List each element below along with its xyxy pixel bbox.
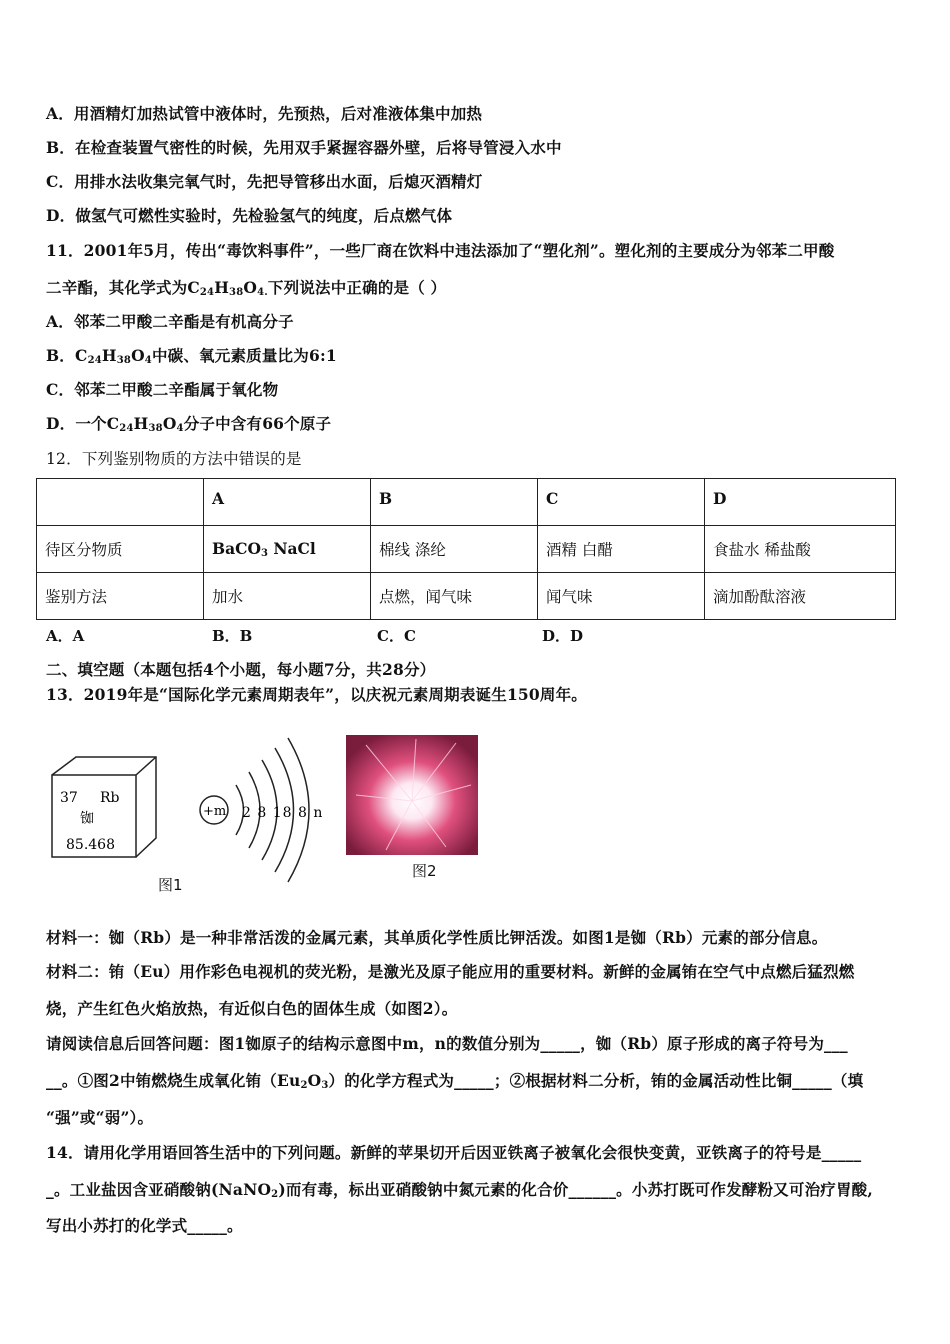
q13-question-c: “强”或“弱”）。 [46, 1108, 154, 1127]
table-cell: 酒精 白醋 [538, 526, 705, 573]
figure-1-caption: 图1 [158, 876, 183, 894]
q13-question-a: 请阅读信息后回答问题：图1铷原子的结构示意图中m，n的数值分别为_____，铷（Rb）原子形成的离子符号为___ [46, 1034, 848, 1053]
nucleus-charge: +m [203, 804, 227, 819]
q13-material-2b: 烧，产生红色火焰放热，有近似白色的固体生成（如图2）。 [46, 999, 458, 1018]
table-cell: 点燃，闻气味 [371, 573, 538, 620]
table-row [37, 573, 896, 620]
table-cell: B [371, 479, 538, 526]
q11-stem-line1: 11．2001年5月，传出“毒饮料事件”，一些厂商在饮料中违法添加了“塑化剂”。塑化剂的主要成分为邻苯二甲酸 [46, 241, 835, 260]
q11-option-c: C．邻苯二甲酸二辛酯属于氧化物 [46, 380, 279, 399]
q12-option-b: B．B [212, 627, 253, 645]
q10-option-d: D．做氢气可燃性实验时，先检验氢气的纯度，后点燃气体 [46, 206, 453, 225]
q12-option-d: D．D [542, 627, 584, 645]
table-cell: 滴加酚酞溶液 [705, 573, 896, 620]
q13-question-b: __。①图2中铕燃烧生成氧化铕$(Eu_2O_3)$的化学方程式为_____；②根据材料二分析，铕的金属活动性比铜_____（填 [46, 1071, 864, 1091]
q11-option-d: D．一个$C_{24}H_{38}O_4$分子中含有66个原子 [46, 414, 332, 434]
section-heading: 二、填空题（本题包括4个小题，每小题7分，共28分） [46, 660, 436, 679]
table-header-row [37, 479, 896, 526]
table-cell: 待区分物质 [37, 526, 204, 573]
q10-option-a: A．用酒精灯加热试管中液体时，先预热，后对准液体集中加热 [46, 104, 483, 123]
q12-option-a: A．A [46, 627, 85, 645]
q11-option-b: B．$C_{24}H_{38}O_4$中碳、氧元素质量比为6:1 [46, 346, 337, 366]
element-number: 37 [60, 790, 78, 806]
q13-material-1: 材料一：铷（Rb）是一种非常活泼的金属元素，其单质化学性质比钾活泼。如图1是铷（Rb）元素的部分信息。 [46, 928, 828, 947]
q13-stem: 13．2019年是“国际化学元素周期表年”，以庆祝元素周期表诞生150周年。 [46, 685, 587, 704]
table-cell: A [204, 479, 371, 526]
figure-2-caption: 图2 [412, 862, 437, 880]
formula: $C_{24}H_{38}O_{4.}$ [187, 278, 268, 298]
q10-option-b: B．在检查装置气密性的时候，先用双手紧握容器外壁，后将导管浸入水中 [46, 138, 562, 157]
q12-option-c: C．C [377, 627, 416, 645]
element-mass: 85.468 [66, 837, 115, 853]
table-cell: 加水 [204, 573, 371, 620]
table-cell: 棉线 涤纶 [371, 526, 538, 573]
table-cell: 闻气味 [538, 573, 705, 620]
electron-shells: 2 8 18 8 n [242, 805, 324, 821]
q13-material-2a: 材料二：铕（Eu）用作彩色电视机的荧光粉，是激光及原子能应用的重要材料。新鲜的金属铕在空气中点燃后猛烈燃 [46, 962, 855, 981]
q14-line-2: _。工业盐因含亚硝酸钠(NaNO$_2$)而有毒，标出亚硝酸钠中氮元素的化合价______。小苏打既可作发酵粉又可治疗胃酸, [46, 1180, 873, 1200]
q11-option-a: A．邻苯二甲酸二辛酯是有机高分子 [46, 312, 294, 331]
table-cell: 鉴别方法 [37, 573, 204, 620]
figure-1 [46, 730, 336, 900]
q11-stem-line2: 二辛酯，其化学式为$C_{24}H_{38}O_{4.}$下列说法中正确的是（ ） [46, 278, 447, 298]
table-cell: C [538, 479, 705, 526]
table-row [37, 526, 896, 573]
table-cell: D [705, 479, 896, 526]
element-symbol: Rb [100, 790, 120, 806]
table-cell [37, 479, 204, 526]
q14-line-1: 14．请用化学用语回答生活中的下列问题。新鲜的苹果切开后因亚铁离子被氧化会很快变黄，亚铁离子的符号是_____ [46, 1143, 862, 1162]
table-cell: 食盐水 稀盐酸 [705, 526, 896, 573]
q10-option-c: C．用排水法收集完氧气时，先把导管移出水面，后熄灭酒精灯 [46, 172, 483, 191]
element-name: 铷 [80, 811, 94, 827]
q12-table [36, 478, 896, 620]
figure-2-photo [346, 735, 478, 855]
q12-stem: 12．下列鉴别物质的方法中错误的是 [46, 450, 302, 468]
table-cell: BaCO$_3$ NaCl [204, 526, 371, 573]
q14-line-3: 写出小苏打的化学式_____。 [46, 1216, 243, 1235]
